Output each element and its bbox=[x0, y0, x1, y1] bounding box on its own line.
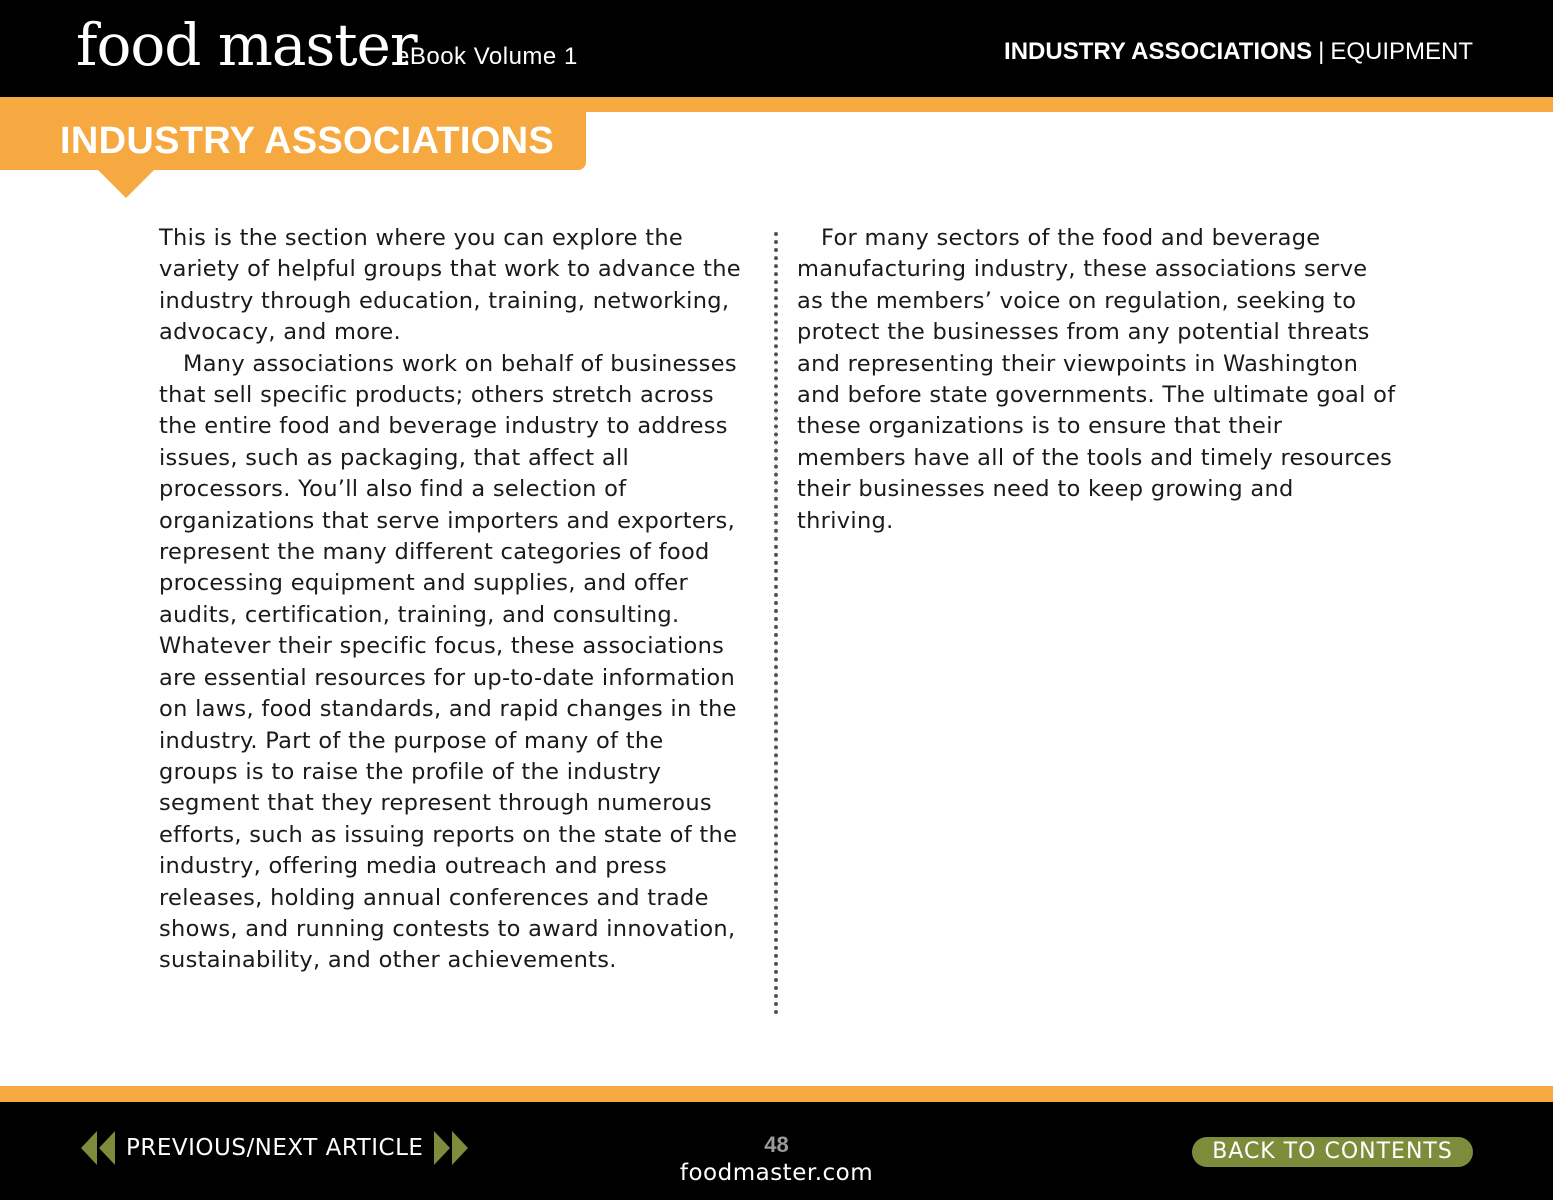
orange-divider-top bbox=[0, 97, 1553, 112]
section-title-tab bbox=[0, 112, 586, 170]
breadcrumb-separator: | bbox=[1318, 38, 1325, 65]
article-paragraph: For many sectors of the food and beverage manufacturing industry, these associations serve as the members’ voice on regulation, seeking to protect the businesses from any potential threats and representing their viewpoints in Washington and before state governments. The ultimate goal of these organizations is to ensure that their members have all of the tools and timely resources their businesses need to keep growing and thriving. bbox=[797, 225, 1396, 534]
header-bar bbox=[0, 0, 1553, 97]
breadcrumb bbox=[1004, 38, 1473, 66]
page-number: 48 bbox=[764, 1132, 789, 1157]
column-divider bbox=[774, 232, 778, 1015]
footer-bar bbox=[0, 1102, 1553, 1200]
prev-next-label[interactable]: PREVIOUS/NEXT ARTICLE bbox=[126, 1135, 424, 1161]
article-left-column bbox=[159, 223, 749, 977]
article-right-column bbox=[797, 223, 1397, 537]
article-paragraph: Many associations work on behalf of businesses that sell specific products; others stretch across the entire food and beverage industry to address issues, such as packaging, that affect all processors. You’ll also find a selection of organizations that serve importers and exporters, represent the many different categories of food processing equipment and supplies, and offer audits, certification, training, and consulting. Whatever their specific focus, these associations are essential resources for up-to-date information on laws, food standards, and rapid changes in the industry. Part of the purpose of many of the groups is to raise the profile of the industry segment that they represent through numerous efforts, such as issuing reports on the state of the industry, offering media outreach and press releases, holding annual conferences and trade shows, and running contests to award innovation, sustainability, and other achievements. bbox=[159, 350, 738, 974]
orange-divider-bottom bbox=[0, 1086, 1553, 1102]
breadcrumb-industry-associations[interactable]: INDUSTRY ASSOCIATIONS bbox=[1004, 38, 1313, 65]
breadcrumb-equipment[interactable]: EQUIPMENT bbox=[1330, 38, 1473, 65]
ebook-volume-label: eBook Volume 1 bbox=[396, 43, 578, 70]
section-tab-pointer bbox=[98, 170, 154, 198]
article-paragraph: This is the section where you can explore the variety of helpful groups that work to advance the industry through education, training, networking, advocacy, and more. bbox=[159, 225, 741, 346]
food-master-logo: food master bbox=[76, 11, 417, 79]
back-to-contents-button[interactable]: BACK TO CONTENTS bbox=[1192, 1137, 1473, 1167]
section-title: INDUSTRY ASSOCIATIONS bbox=[60, 120, 555, 162]
site-url-link[interactable]: foodmaster.com bbox=[679, 1160, 874, 1186]
